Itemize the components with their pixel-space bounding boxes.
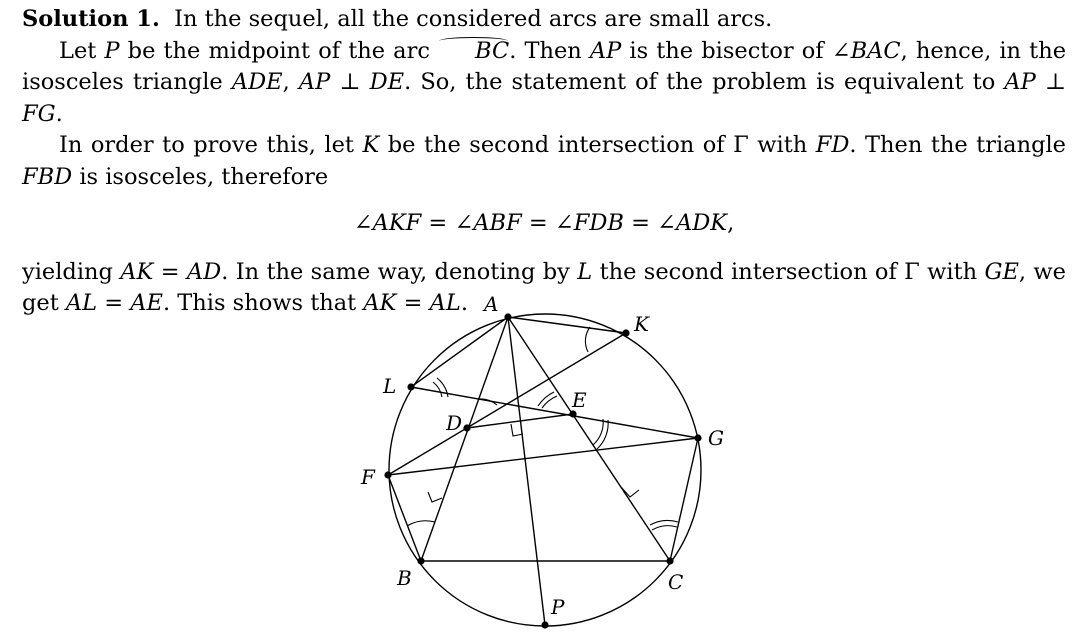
math-ADK: ADK — [675, 210, 728, 236]
angle-mark-L — [433, 382, 442, 397]
label-D: D — [446, 411, 463, 435]
point-A — [504, 313, 511, 320]
equals-sign: = — [521, 210, 555, 236]
segment-FG — [388, 438, 698, 475]
point-D — [463, 424, 470, 431]
math-FD: FD — [815, 132, 850, 158]
math-DE: DE — [369, 69, 405, 95]
angle-mark-E-3 — [593, 419, 603, 445]
angle-symbol: ∠ — [657, 210, 676, 236]
math-AP: AP — [1004, 69, 1036, 95]
intro-sentence: In the sequel, all the considered arcs are small arcs. — [174, 6, 773, 32]
segment-AB — [421, 317, 508, 561]
point-K — [622, 329, 629, 336]
math-AE: AE — [130, 290, 163, 316]
segment-FB — [388, 475, 421, 561]
math-Gamma: Γ — [904, 258, 920, 285]
math-ABF: ABF — [473, 210, 522, 236]
text-run: Let — [59, 37, 105, 64]
point-G — [694, 434, 701, 441]
circle-gamma — [389, 314, 701, 626]
math-P: P — [104, 37, 120, 64]
angle-symbol: ∠ — [353, 210, 373, 236]
text-run: be the midpoint of the arc — [119, 37, 439, 64]
text-run: , — [282, 69, 299, 95]
math-BAC: BAC — [850, 37, 901, 64]
math-AL: AL — [429, 290, 461, 316]
text-run: . — [55, 100, 63, 127]
text-run: . Then the triangle — [849, 132, 1066, 158]
math-AP: AP — [298, 69, 331, 95]
text-run: is the bisector of ∠ — [621, 37, 851, 64]
point-F — [384, 471, 391, 478]
math-GE: GE — [984, 258, 1019, 285]
math-AD: AD — [186, 258, 222, 285]
math-Gamma: Γ — [733, 132, 749, 158]
label-L: L — [383, 374, 397, 398]
perp-symbol: ⊥ — [1035, 69, 1066, 95]
solution-heading: Solution 1. — [22, 6, 160, 32]
label-P: P — [551, 595, 565, 619]
label-A: A — [484, 292, 499, 316]
label-B: B — [397, 566, 412, 590]
text-run: In order to prove this, let — [59, 132, 363, 158]
label-G: G — [708, 426, 724, 450]
text-run: , — [727, 210, 735, 236]
math-K: K — [362, 132, 380, 158]
math-AKF: AKF — [372, 210, 422, 236]
text-run: be the second intersection of — [379, 132, 734, 158]
math-FG: FG — [22, 100, 56, 127]
angle-mark-C-2 — [650, 521, 678, 525]
point-P — [541, 621, 548, 628]
math-ADE: ADE — [231, 69, 283, 95]
right-angle-mark-2 — [428, 492, 442, 502]
angle-mark-C-1 — [652, 526, 677, 530]
text-run: with — [748, 132, 816, 158]
segment-AK — [508, 317, 626, 333]
math-arc-BC: BC — [438, 36, 509, 68]
text-run: yielding — [22, 258, 121, 285]
equals-sign: = — [396, 290, 430, 316]
angle-mark-E-2 — [542, 396, 557, 408]
angle-mark-B — [407, 521, 435, 526]
perp-symbol: ⊥ — [330, 69, 370, 95]
angle-mark-E-4 — [597, 420, 608, 449]
equals-sign: = — [97, 290, 131, 316]
text-run: . So, the statement of the problem is equivalent to — [404, 69, 1005, 95]
point-B — [417, 557, 424, 564]
text-run: . — [460, 290, 468, 316]
text-run: . In the same way, denoting by — [221, 258, 578, 285]
text-run: , we get — [22, 258, 1066, 316]
text-run: . Then — [509, 37, 590, 64]
text-run: with — [919, 258, 985, 285]
angle-symbol: ∠ — [454, 210, 474, 236]
text-run: , hence, in the isosceles triangle — [22, 37, 1067, 95]
figure-labels — [360, 292, 724, 619]
segment-AL — [411, 317, 508, 387]
angle-mark-K — [585, 327, 590, 352]
label-E: E — [572, 388, 587, 412]
point-L — [407, 383, 414, 390]
angle-symbol: ∠ — [554, 210, 574, 236]
math-AP: AP — [589, 37, 622, 64]
equals-sign: = — [421, 210, 455, 236]
equals-sign: = — [623, 210, 658, 236]
math-FDB: FDB — [573, 210, 624, 236]
math-AK: AK — [363, 290, 397, 316]
label-C: C — [668, 570, 684, 594]
point-C — [666, 557, 673, 564]
label-F: F — [361, 465, 375, 489]
equals-sign: = — [153, 258, 187, 285]
figure-lines — [388, 317, 698, 625]
math-AL: AL — [65, 290, 98, 316]
math-L: L — [577, 258, 593, 285]
math-FBD: FBD — [22, 163, 73, 190]
text-run: . This shows that — [162, 290, 364, 316]
label-K: K — [634, 312, 649, 336]
math-AK: AK — [120, 258, 154, 285]
text-run: is isosceles, therefore — [72, 163, 329, 190]
text-run: the second intersection of — [592, 258, 905, 285]
segment-GC — [670, 438, 698, 561]
